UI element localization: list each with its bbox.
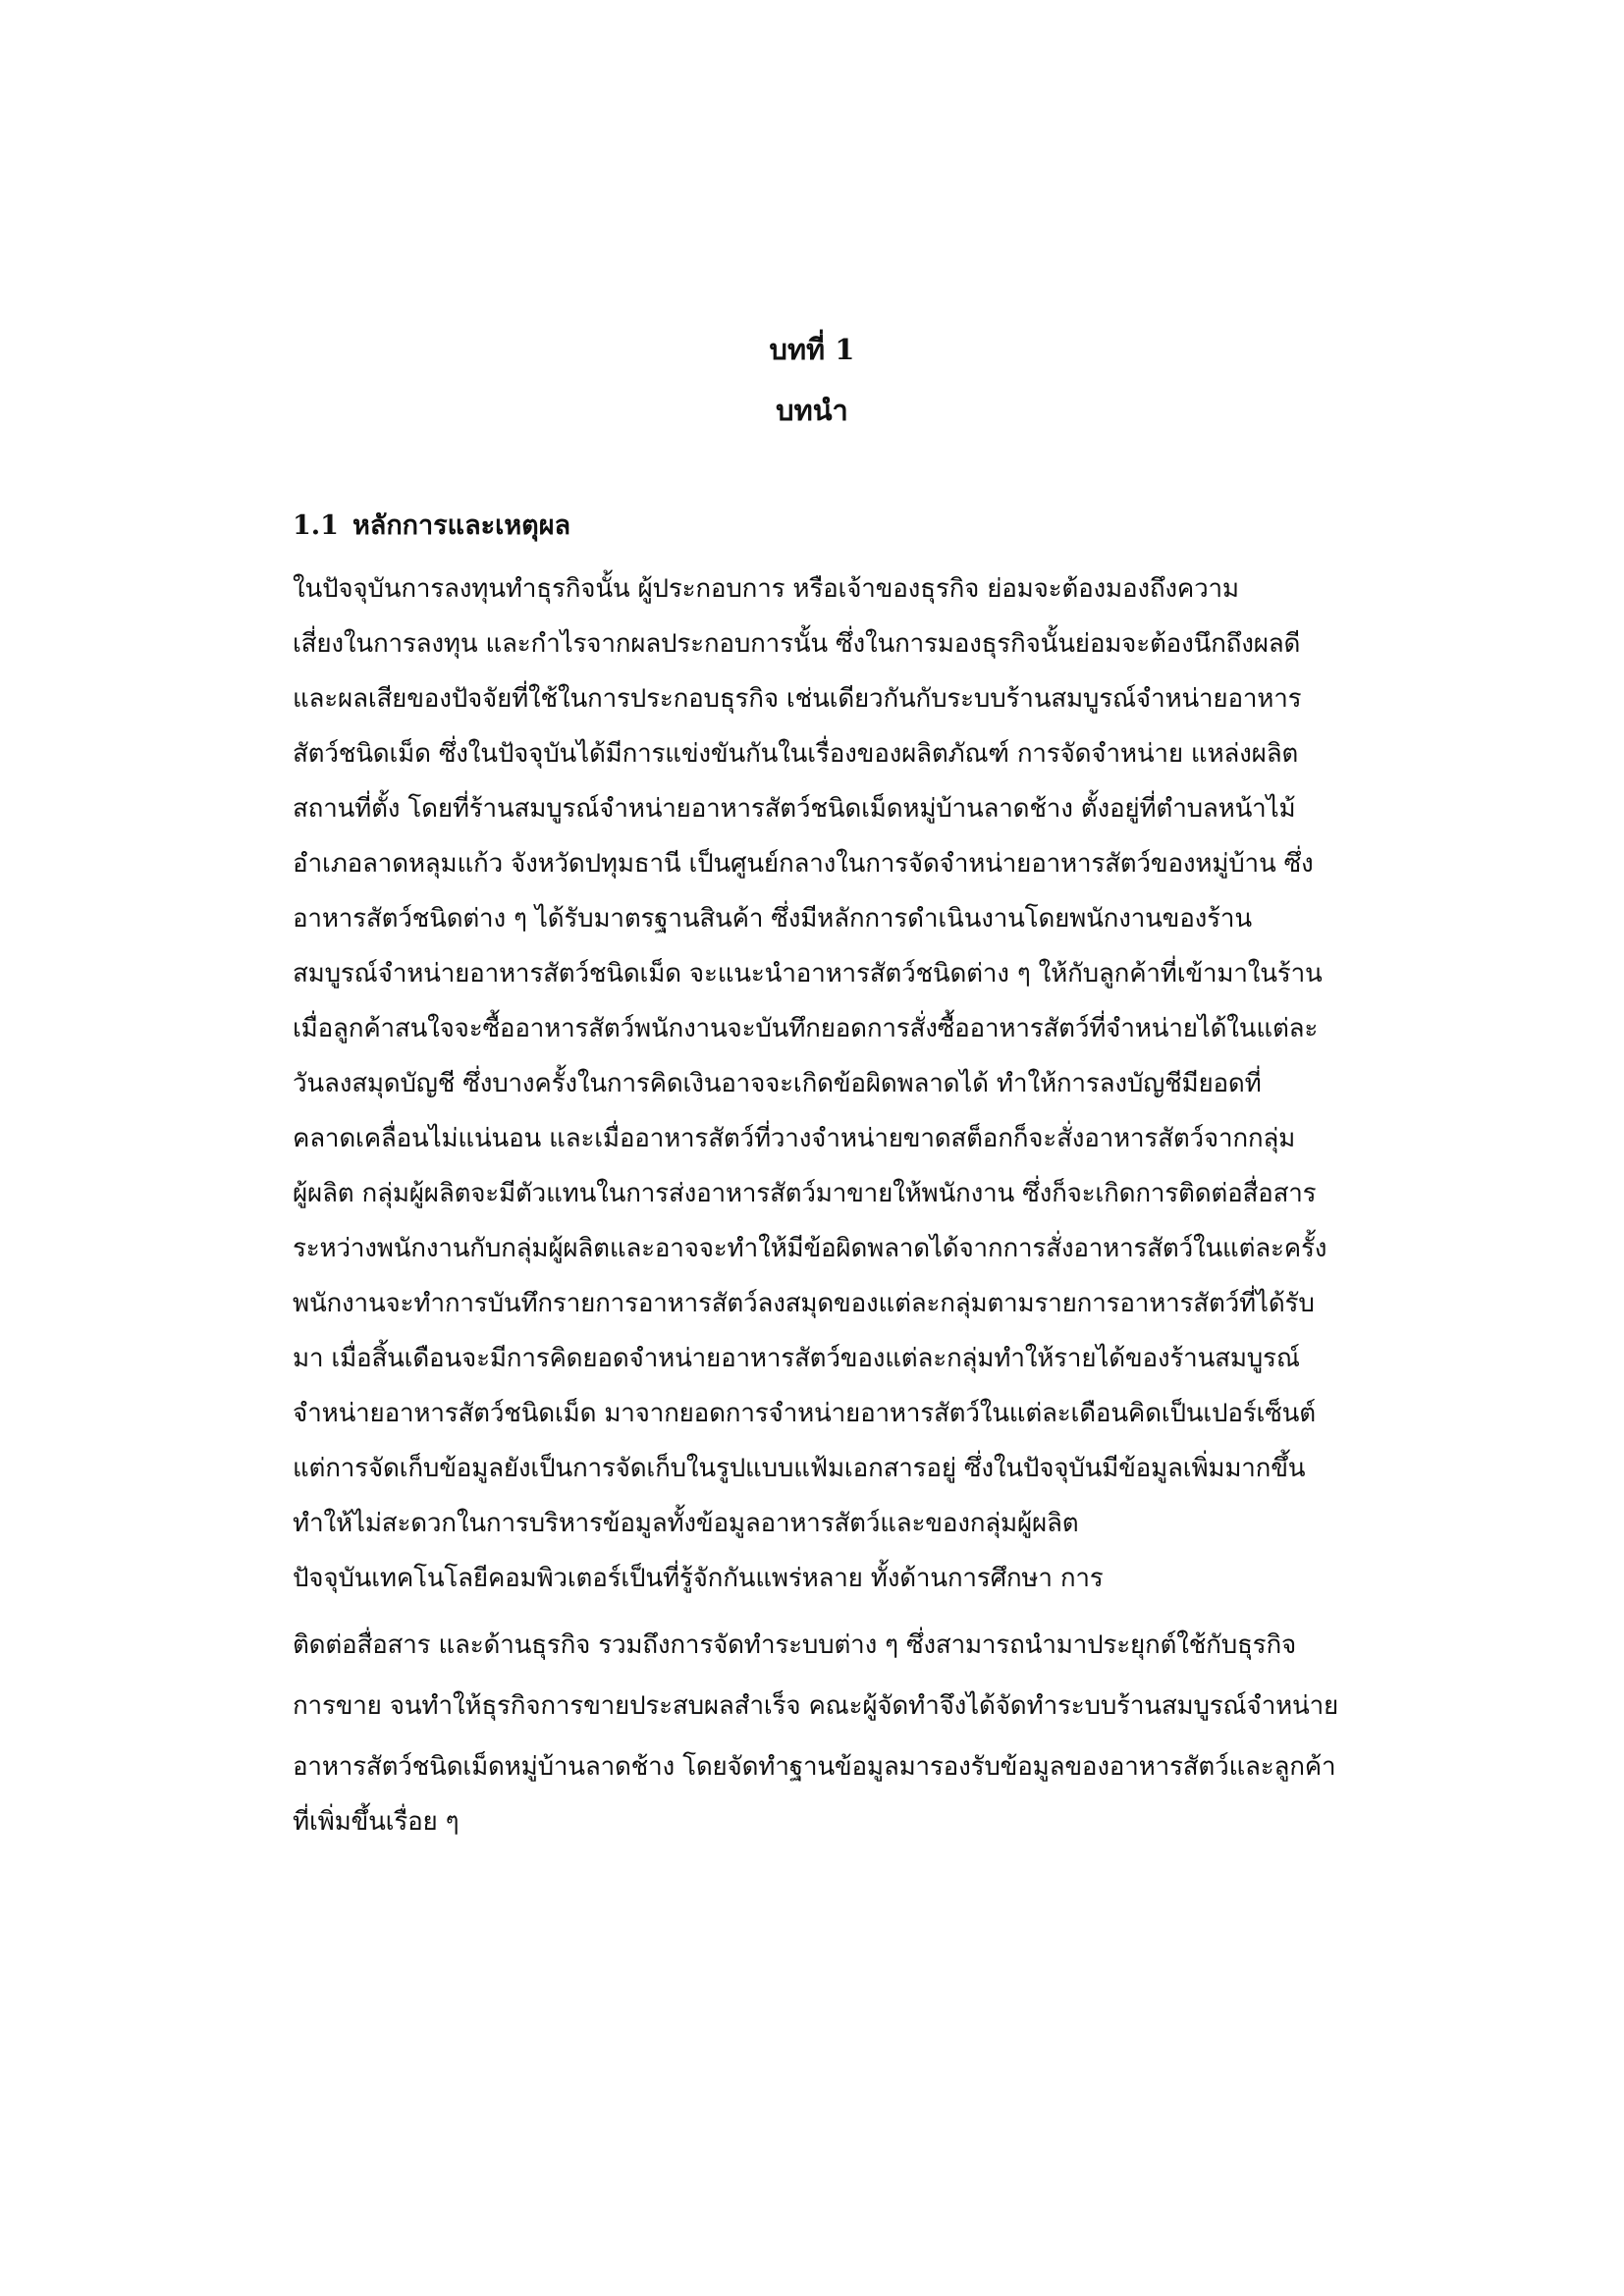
text-line: อำเภอลาดหลุมแก้ว จังหวัดปทุมธานี เป็นศูนย์กลางในการจัดจำหน่ายอาหารสัตว์ของหมู่บ้าน ซึ่ง bbox=[293, 849, 1314, 879]
section-title: หลักการและเหตุผล bbox=[352, 510, 571, 541]
text-line: เมื่อลูกค้าสนใจจะซื้ออาหารสัตว์พนักงานจะบันทึกยอดการสั่งซื้ออาหารสัตว์ที่จำหน่ายได้ในแต่ละ bbox=[293, 1014, 1319, 1043]
body-paragraphs bbox=[293, 561, 1451, 1849]
text-line: มา เมื่อสิ้นเดือนจะมีการคิดยอดจำหน่ายอาหารสัตว์ของแต่ละกลุ่มทำให้รายได้ของร้านสมบูรณ์ bbox=[293, 1344, 1300, 1373]
text-line: และผลเสียของปัจจัยที่ใช้ในการประกอบธุรกิจ เช่นเดียวกันกับระบบร้านสมบูรณ์จำหน่ายอาหาร bbox=[293, 684, 1302, 714]
text-line: สัตว์ชนิดเม็ด ซึ่งในปัจจุบันได้มีการแข่งขันกันในเรื่องของผลิตภัณฑ์ การจัดจำหน่าย แหล่งผลิต bbox=[293, 739, 1299, 769]
text-line: พนักงานจะทำการบันทึกรายการอาหารสัตว์ลงสมุดของแต่ละกลุ่มตามรายการอาหารสัตว์ที่ได้รับ bbox=[293, 1289, 1315, 1318]
text-line: ติดต่อสื่อสาร และด้านธุรกิจ รวมถึงการจัดทำระบบต่าง ๆ ซึ่งสามารถนำมาประยุกต์ใช้กับธุรกิจ bbox=[293, 1630, 1297, 1660]
text-line: จำหน่ายอาหารสัตว์ชนิดเม็ด มาจากยอดการจำหน่ายอาหารสัตว์ในแต่ละเดือนคิดเป็นเปอร์เซ็นต์ bbox=[293, 1399, 1316, 1428]
text-line: ผู้ผลิต กลุ่มผู้ผลิตจะมีตัวแทนในการส่งอาหารสัตว์มาขายให้พนักงาน ซึ่งก็จะเกิดการติดต่อสื่อสาร bbox=[293, 1179, 1317, 1208]
text-line: อาหารสัตว์ชนิดต่าง ๆ ได้รับมาตรฐานสินค้า ซึ่งมีหลักการดำเนินงานโดยพนักงานของร้าน bbox=[293, 904, 1252, 934]
text-line: อาหารสัตว์ชนิดเม็ดหมู่บ้านลาดช้าง โดยจัดทำฐานข้อมูลมารองรับข้อมูลของอาหารสัตว์และลูกค้า bbox=[293, 1752, 1336, 1782]
section-number: 1.1 bbox=[293, 510, 339, 541]
text-line: ที่เพิ่มขึ้นเรื่อย ๆ bbox=[293, 1807, 460, 1837]
text-line: ในปัจจุบันการลงทุนทำธุรกิจนั้น ผู้ประกอบการ หรือเจ้าของธุรกิจ ย่อมจะต้องมองถึงความ bbox=[293, 574, 1239, 604]
chapter-number: บทที่ 1 bbox=[769, 333, 855, 366]
text-line: การขาย จนทำให้ธุรกิจการขายประสบผลสำเร็จ คณะผู้จัดทำจึงได้จัดทำระบบร้านสมบูรณ์จำหน่าย bbox=[293, 1691, 1339, 1721]
text-line: สถานที่ตั้ง โดยที่ร้านสมบูรณ์จำหน่ายอาหารสัตว์ชนิดเม็ดหมู่บ้านลาดช้าง ตั้งอยู่ที่ตำบลหน้าไม้ bbox=[293, 794, 1296, 824]
text-line: ทำให้ไม่สะดวกในการบริหารข้อมูลทั้งข้อมูลอาหารสัตว์และของกลุ่มผู้ผลิต bbox=[293, 1509, 1079, 1538]
text-line: ระหว่างพนักงานกับกลุ่มผู้ผลิตและอาจจะทำให้มีข้อผิดพลาดได้จากการสั่งอาหารสัตว์ในแต่ละครั้ง bbox=[293, 1234, 1327, 1263]
text-line: เสี่ยงในการลงทุน และกำไรจากผลประกอบการนั้น ซึ่งในการมองธุรกิจนั้นย่อมจะต้องนึกถึงผลดี bbox=[293, 629, 1301, 659]
text-line: สมบูรณ์จำหน่ายอาหารสัตว์ชนิดเม็ด จะแนะนำอาหารสัตว์ชนิดต่าง ๆ ให้กับลูกค้าที่เข้ามาในร้าน bbox=[293, 959, 1323, 988]
text-line: คลาดเคลื่อนไม่แน่นอน และเมื่ออาหารสัตว์ที่วางจำหน่ายขาดสต็อกก็จะสั่งอาหารสัตว์จากกลุ่ม bbox=[293, 1124, 1296, 1153]
section-heading bbox=[293, 507, 570, 546]
text-line: วันลงสมุดบัญชี ซึ่งบางครั้งในการคิดเงินอาจจะเกิดข้อผิดพลาดได้ ทำให้การลงบัญชีมียอดที่ bbox=[293, 1069, 1262, 1098]
text-line: ปัจจุบันเทคโนโลยีคอมพิวเตอร์เป็นที่รู้จักกันแพร่หลาย ทั้งด้านการศึกษา การ bbox=[293, 1564, 1104, 1593]
chapter-title: บทนำ bbox=[776, 394, 848, 427]
text-line: แต่การจัดเก็บข้อมูลยังเป็นการจัดเก็บในรูปแบบแฟ้มเอกสารอยู่ ซึ่งในปัจจุบันมีข้อมูลเพิ่มมากขึ้น bbox=[293, 1454, 1306, 1483]
